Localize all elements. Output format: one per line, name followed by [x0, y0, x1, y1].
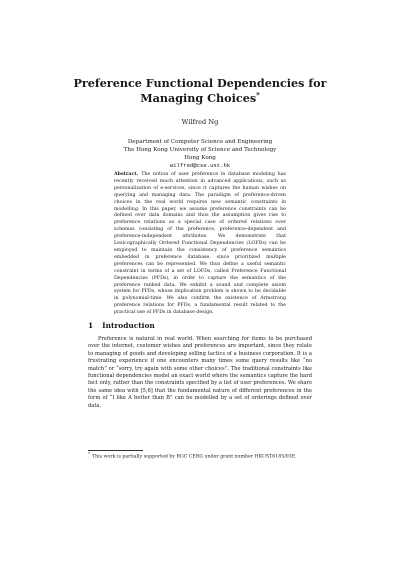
- title-line-2: [0, 91, 400, 106]
- affiliation-department: Department of Computer Science and Engineering: [127, 139, 273, 145]
- title-footnote-mark: *: [256, 90, 260, 100]
- title-line-2-text: Managing Choices: [140, 91, 257, 105]
- section-title: Introduction: [102, 321, 155, 330]
- footnote-divider: [88, 450, 143, 451]
- introduction-paragraph: Preference is natural in real world. When searching for items to be purchased over the internet, customer wishes and preferences are important, since they relate to managing of goods and developing selling tactics of a business corporation. It is a frustrating experience if one encounters many times some query results like “no match” or “sorry, try again with some other choices”. The traditional constraints like functional dependencies model an exact world where the semantics capture the hard fact only, rather than the constraints specified by a list of user preferences. We share the same idea with [5,6] that the fundamental nature of different preferences in the form of “I like A better than B” can be modelled by a set of orderings defined over data.: [88, 336, 312, 409]
- affiliation-block: [0, 138, 400, 170]
- section-number: 1: [88, 321, 94, 330]
- footnote-mark: *: [88, 451, 90, 456]
- abstract-label: Abstract.: [114, 172, 139, 177]
- paper-title: [0, 76, 400, 106]
- footnote: [88, 451, 312, 461]
- author-name: Wilfred Ng: [181, 118, 219, 126]
- abstract-text: The notion of user preference in database modeling has recently received much attention in advanced applications, such as personalization of e-services, since it captures the human wishes on querying and managing data. The paradigm of preference-driven choices in the real world requires new semantic constraints in modelling. In this paper, we assume preference constraints can be defined over data domains and thus the assumption gives rise to preference relations as a special case of ordered relations over schemas consisting of the preference, preference-dependent and preference-independent attributes. We demonstrate that Lexicographically Ordered Functional Dependencies (LOFDs) can be employed to maintain the consistency of preference semantics embedded in preference database, since prioritized multiple preferences can be represented. We thus define a useful semantic constraint in terms of a set of LOFDs, called Preference Functional Dependencies (PFDs), in order to capture the semantics of the preference ranked data. We exhibit a sound and complete axiom system for PFDs, whose implication problem is shown to be decidable in polynomial-time. We also confirm the existence of Armstrong preference relations for PFDs, a fundamental result related to the practical use of PFDs in database design.: [114, 172, 286, 316]
- footnote-text: This work is partially supported by RGC CERG under grant number HKUST6185/03E.: [92, 454, 297, 460]
- title-line-1: Preference Functional Dependencies for: [73, 76, 327, 90]
- affiliation-city: Hong Kong: [184, 155, 216, 161]
- abstract: [114, 172, 286, 317]
- affiliation-university: The Hong Kong University of Science and Technology: [123, 147, 277, 153]
- author-email: wilfred@cse.ust.hk: [169, 162, 231, 169]
- section-heading: [88, 321, 155, 330]
